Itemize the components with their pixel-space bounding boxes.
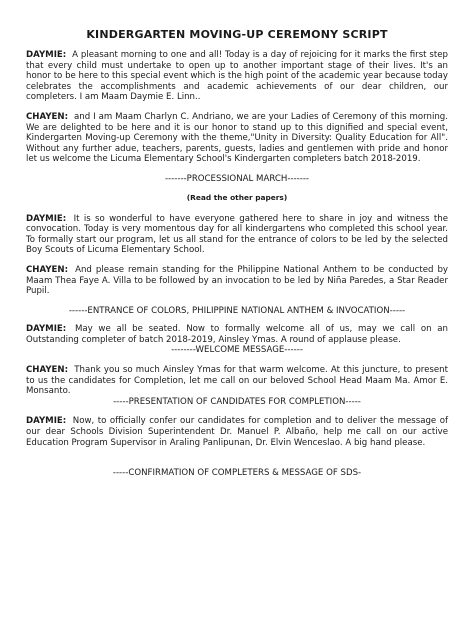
document-title: KINDERGARTEN MOVING-UP CEREMONY SCRIPT <box>86 28 388 41</box>
program-cue: -----PRESENTATION OF CANDIDATES FOR COMPLETION----- <box>113 396 361 407</box>
stage-note: (Read the other papers) <box>186 192 288 202</box>
paragraph-text: Thank you so much Ainsley Ymas for that warm welcome. At this juncture, to present to us the candidates for Completion, let me call on our beloved School Head Maam Ma. Amor E. Monsanto. <box>26 365 448 397</box>
speaker-label: CHAYEN: <box>26 264 69 275</box>
program-cue: -----CONFIRMATION OF COMPLETERS & MESSAGE OF SDS- <box>112 468 362 479</box>
script-paragraph <box>26 50 448 103</box>
script-paragraph <box>26 365 448 397</box>
script-paragraph <box>26 214 448 256</box>
paragraph-text: May we all be seated. Now to formally welcome all of us, may we call on an Outstanding completer of batch 2018-2019, Ainsley Ymas. A round of applause please. <box>26 324 448 345</box>
paragraph-text: Now, to officially confer our candidates for completion and to deliver the message of our dear Schools Division Superintendent Dr. Manuel P. Albaño, help me call on our active Education Program Supervisor in Araling Panlipunan, Dr. Elvin Wenceslao. A big hand please. <box>26 416 449 448</box>
program-cue: -------PROCESSIONAL MARCH------- <box>164 173 310 184</box>
program-cue: ------ENTRANCE OF COLORS, PHILIPPINE NATIONAL ANTHEM & INVOCATION----- <box>68 305 406 316</box>
paragraph-text: A pleasant morning to one and all! Today is a day of rejoicing for it marks the first step that every child must undertake to open up to another important stage of their lives. It's an honor to be here to this special event which is the high point of the academic year because today celebrates the accomplishments and academic achievements of our dear children, our completers. I am Maam Daymie E. Linn.. <box>26 50 448 103</box>
script-paragraph <box>26 416 448 448</box>
speaker-label: CHAYEN: <box>26 111 69 122</box>
script-paragraph <box>26 265 448 297</box>
paragraph-text: and I am Maam Charlyn C. Andriano, we are your Ladies of Ceremony of this morning. We are delighted to be here and it is our honor to stand up to this dignified and special event, Kindergarten Moving-up Ceremony with the theme,"Unity in Diversity: Quality Education for All". Without any further adue, teachers, parents, guests, ladies and gentlemen with pride and honor let us welcome the Licuma Elementary School's Kindergarten completers batch 2018-2019. <box>26 111 448 165</box>
paragraph-text: It is so wonderful to have everyone gathered here to share in joy and witness the convocation. Today is very momentous day for all kindergartens who completed this school year. To formally start our program, let us all stand for the entrance of colors to be led by the selected Boy Scouts of Licuma Elementary School. <box>26 213 448 256</box>
speaker-label: DAYMIE: <box>26 50 67 60</box>
script-paragraph <box>26 112 448 165</box>
program-cue: --------WELCOME MESSAGE------ <box>171 345 303 356</box>
paragraph-text: And please remain standing for the Philippine National Anthem to be conducted by Maam Thea Faye A. Villa to be followed by an invocation to be led by Niña Paredes, a Star Reader Pupil. <box>26 264 448 297</box>
speaker-label: CHAYEN: <box>26 365 69 376</box>
speaker-label: DAYMIE: <box>26 416 67 427</box>
script-paragraph <box>26 324 448 345</box>
speaker-label: DAYMIE: <box>26 324 67 335</box>
speaker-label: DAYMIE: <box>26 213 67 224</box>
